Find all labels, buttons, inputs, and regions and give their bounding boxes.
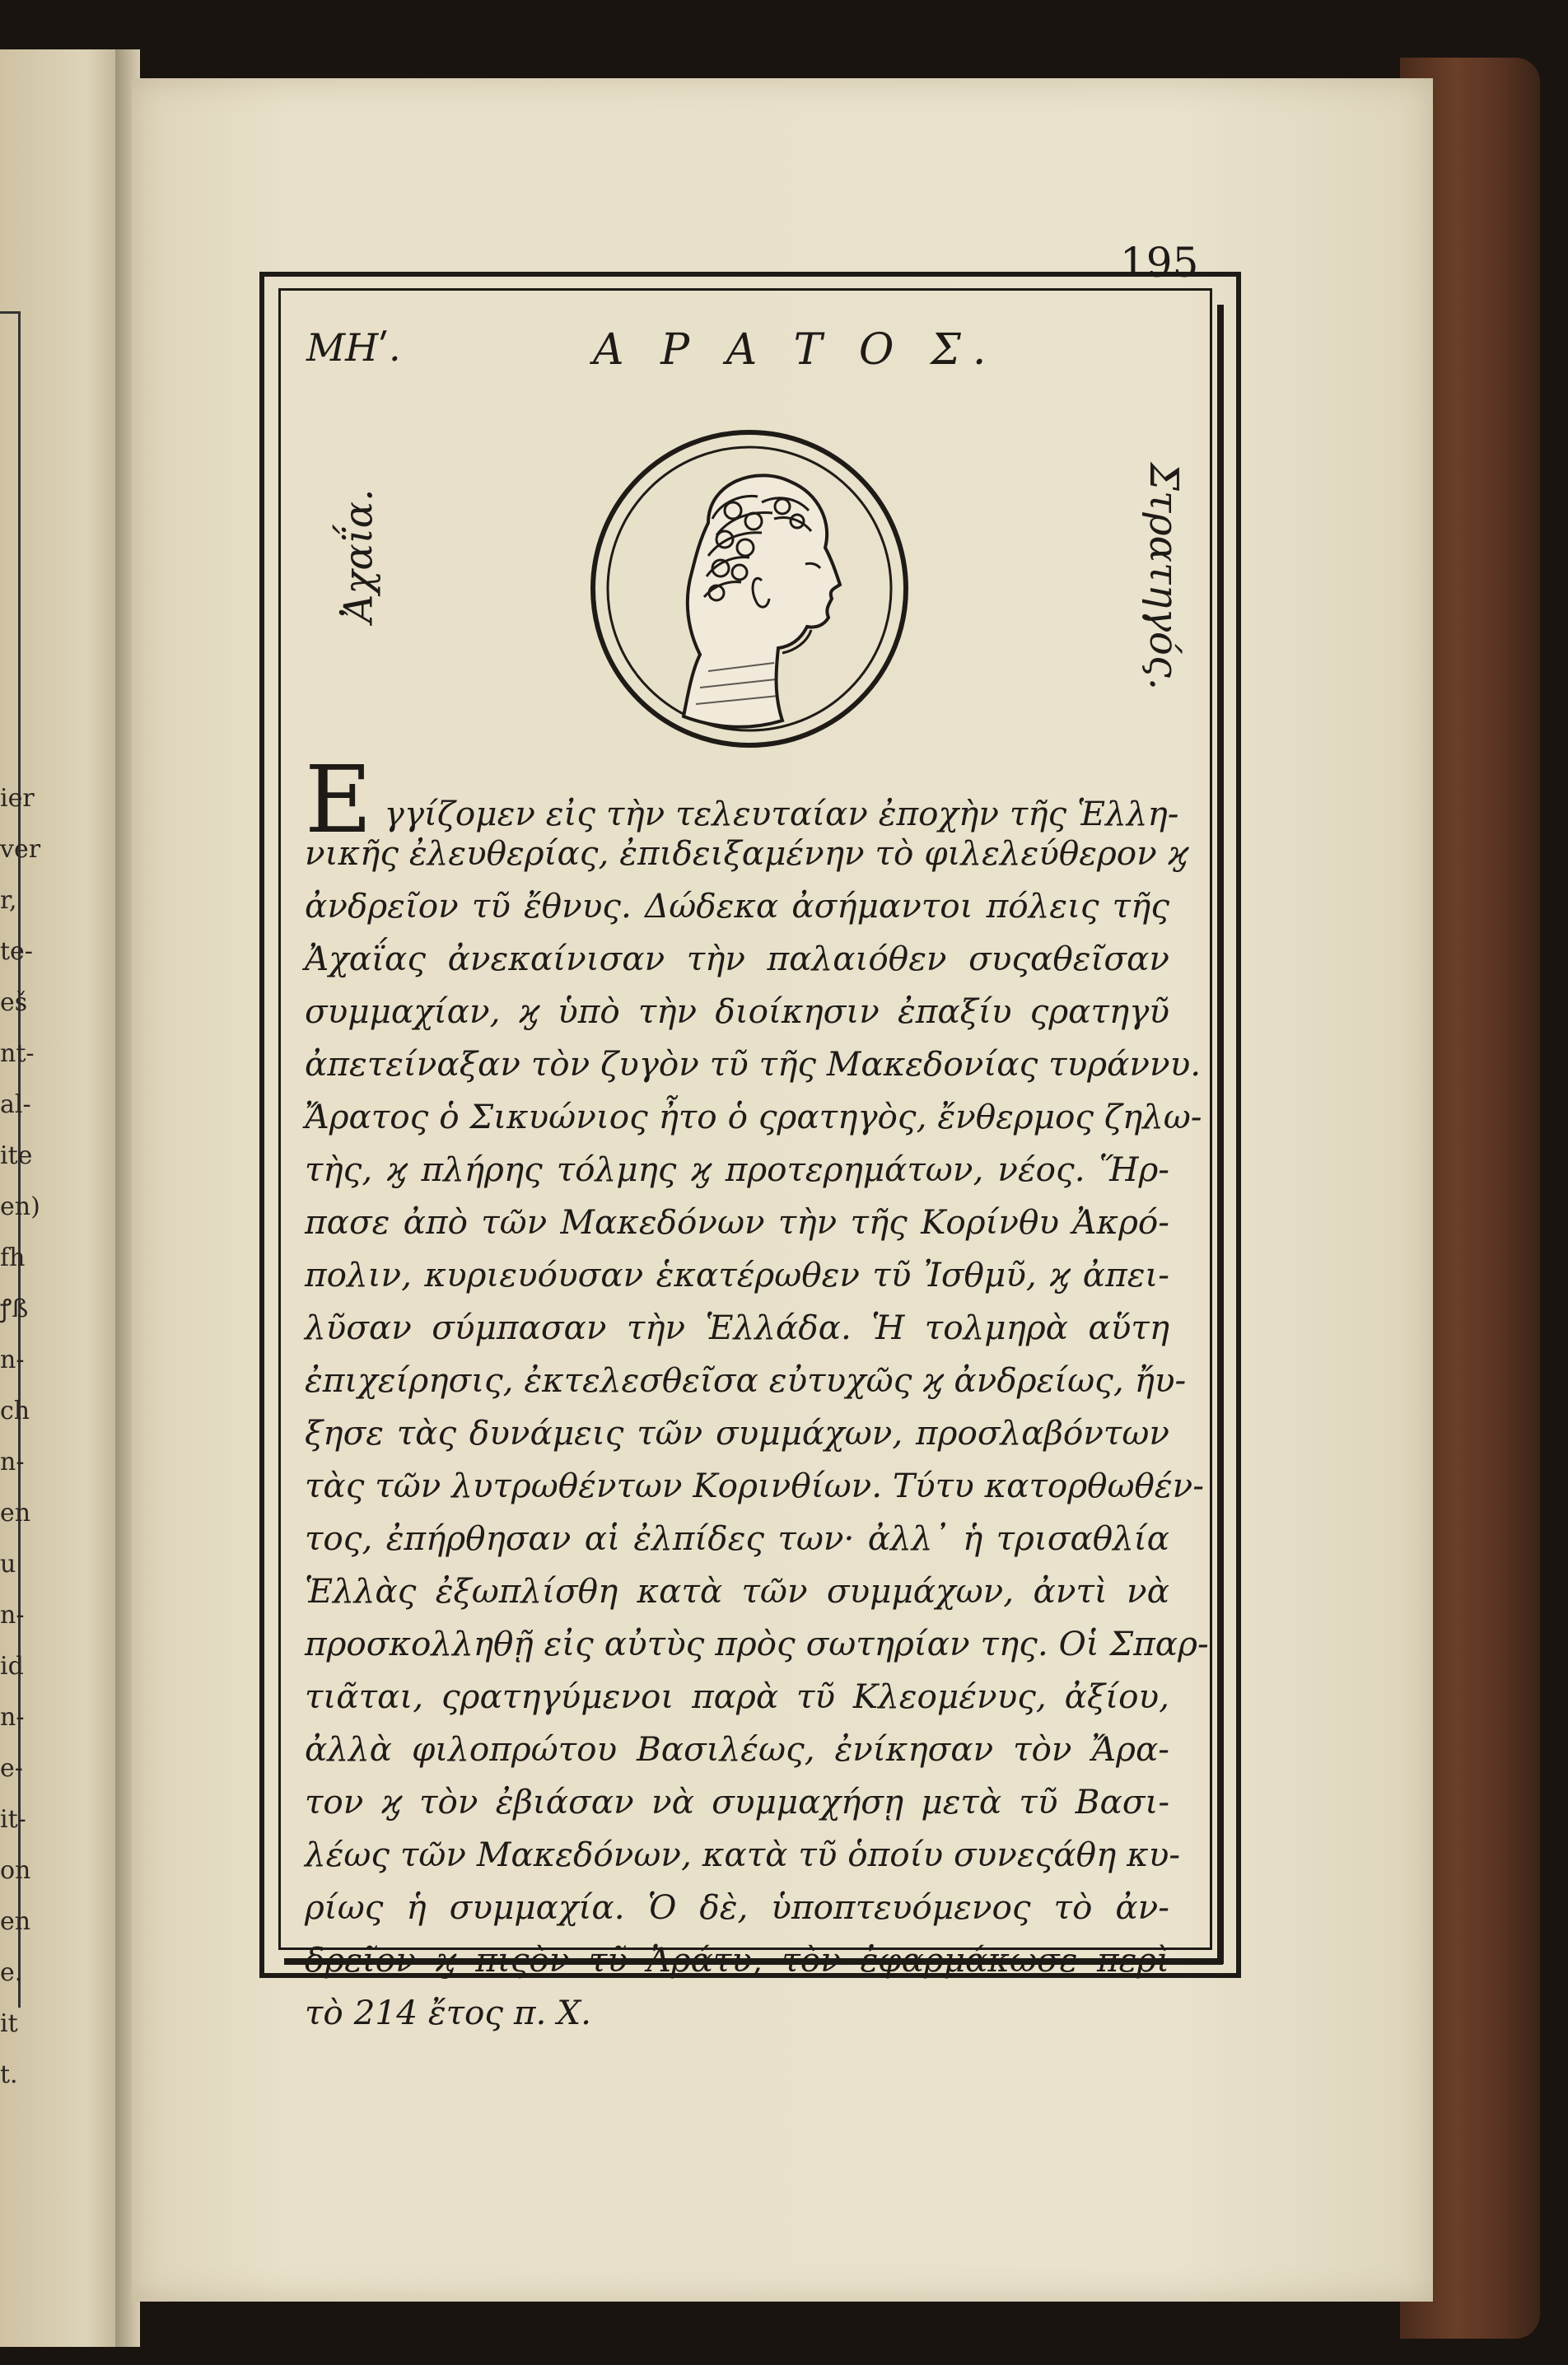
body-text [305, 747, 1209, 2039]
left-page-fragment: u [0, 1550, 16, 1579]
text-line: ἀπετείναξαν τὸν ζυγὸν τῦ τῆς Μακεδονίας τυράννυ. [305, 1044, 1202, 1084]
left-page [0, 49, 124, 2347]
left-page-fragment: n- [0, 1346, 25, 1374]
text-line: τος, ἐπήρθησαν αἱ ἐλπίδες των· ἀλλ᾽ ἡ τρισαθλία [305, 1518, 1169, 1558]
side-label-left-text: Ἀχαΐα. [335, 488, 381, 623]
text-line: ἀνδρεῖον τῦ ἔθνυς. Δώδεκα ἀσήμαντοι πόλεις τῆς [305, 886, 1169, 926]
text-line: Ἄρατος ὁ Σικυώνιος ἦτο ὁ ςρατηγὸς, ἔνθερμος ζηλω- [305, 1097, 1202, 1136]
page-frame-shadow-right [1217, 305, 1224, 1964]
left-page-fragment: te- [0, 937, 33, 966]
left-page-fragment: n- [0, 1448, 25, 1476]
left-page-fragment: ver [0, 835, 41, 864]
left-page-fragment: it [0, 2009, 18, 2038]
text-line: τον ϗ τὸν ἐβιάσαν νὰ συμμαχήσῃ μετὰ τῦ Βασι- [305, 1782, 1169, 1822]
left-page-fragment: on [0, 1856, 31, 1885]
left-page-fragment: t. [0, 2060, 18, 2089]
side-label-right [1135, 445, 1192, 708]
left-page-fragment: n- [0, 1601, 25, 1630]
portrait-coin-icon [585, 424, 914, 753]
left-page-fragment: nt- [0, 1039, 35, 1068]
text-line: ξησε τὰς δυνάμεις τῶν συμμάχων, προσλαβόντων [305, 1413, 1169, 1453]
left-page-fragment: eš [0, 988, 28, 1017]
page-number: 195 [1120, 239, 1199, 287]
left-page-fragment: n- [0, 1703, 25, 1732]
text-line: τὸ 214 ἔτος π. Χ. [305, 1993, 591, 2032]
text-line: πολιν, κυριευόυσαν ἑκατέρωθεν τῦ Ἰσθμῦ, ϗ ἀπει- [305, 1255, 1169, 1294]
text-line: δρεῖον ϗ πιςὸν τῦ Ἀράτυ, τὸν ἐφαρμάκωσε περὶ [305, 1940, 1169, 1980]
page-title: Α Ρ Α Τ Ο Σ. [593, 325, 998, 375]
text-line: πασε ἀπὸ τῶν Μακεδόνων τὴν τῆς Κορίνθυ Ἀκρό- [305, 1202, 1169, 1242]
text-line: ἀλλὰ φιλοπρώτου Βασιλέως, ἐνίκησαν τὸν Ἄρα- [305, 1729, 1169, 1769]
text-line: προσκολληθῇ εἰς αὐτὺς πρὸς σωτηρίαν της. Οἱ Σπαρ- [305, 1624, 1209, 1663]
left-page-fragment: en) [0, 1192, 40, 1221]
text-line: Ἀχαΐας ἀνεκαίνισαν τὴν παλαιόθεν συςαθεῖσαν [305, 939, 1169, 978]
left-page-fragment: it- [0, 1805, 26, 1834]
left-page-fragment: fh [0, 1243, 26, 1272]
left-page-fragment: en [0, 1499, 31, 1528]
left-page-fragment: r, [0, 886, 17, 915]
text-line: νικῆς ἐλευθερίας, ἐπιδειξαμένην τὸ φιλελεύθερον ϗ [305, 833, 1188, 873]
text-line: Ε γγίζομεν εἰς τὴν τελευταίαν ἐποχὴν τῆς Ἑλλη- [305, 747, 1179, 854]
text-line: λῦσαν σύμπασαν τὴν Ἑλλάδα. Ἡ τολμηρὰ αὕτη [305, 1308, 1169, 1347]
text-line: ἐπιχείρησις, ἐκτελεσθεῖσα εὐτυχῶς ϗ ἀνδρείως, ἤυ- [305, 1360, 1187, 1400]
left-page-fragment: ch [0, 1397, 30, 1425]
chapter-number: ΜΗʹ. [306, 325, 401, 370]
text-line: τὰς τῶν λυτρωθέντων Κορινθίων. Τύτυ κατορθωθέν- [305, 1466, 1204, 1505]
left-page-fragment: ite [0, 1141, 33, 1170]
left-page-fragment: ꝭß [0, 1294, 29, 1323]
left-page-fragment: ier [0, 784, 35, 813]
text-line: Ἑλλὰς ἐξωπλίσθη κατὰ τῶν συμμάχων, ἀντὶ νὰ [305, 1571, 1169, 1611]
left-page-fragment: en [0, 1907, 31, 1936]
text-line: ρίως ἡ συμμαχία. Ὁ δὲ, ὑποπτευόμενος τὸ ἀν- [305, 1887, 1169, 1927]
drop-cap: Ε [305, 747, 372, 854]
text-line: τὴς, ϗ πλήρης τόλμης ϗ προτερημάτων, νέος. Ἥρ- [305, 1150, 1169, 1189]
left-page-fragment: e- [0, 1754, 23, 1783]
text-line: τιᾶται, ςρατηγύμενοι παρὰ τῦ Κλεομένυς, ἀξίου, [305, 1677, 1169, 1716]
text-line: λέως τῶν Μακεδόνων, κατὰ τῦ ὁποίυ συνεςάθη κυ- [305, 1835, 1181, 1874]
left-page-fragment: al- [0, 1090, 31, 1119]
text-line: συμμαχίαν, ϗ ὑπὸ τὴν διοίκησιν ἐπαξίυ ςρατηγῦ [305, 991, 1169, 1031]
left-page-fragment: e. [0, 1958, 23, 1987]
left-page-fragment: id [0, 1652, 24, 1681]
side-label-left [329, 449, 387, 663]
side-label-right-text: Στρατηγός. [1141, 462, 1188, 691]
